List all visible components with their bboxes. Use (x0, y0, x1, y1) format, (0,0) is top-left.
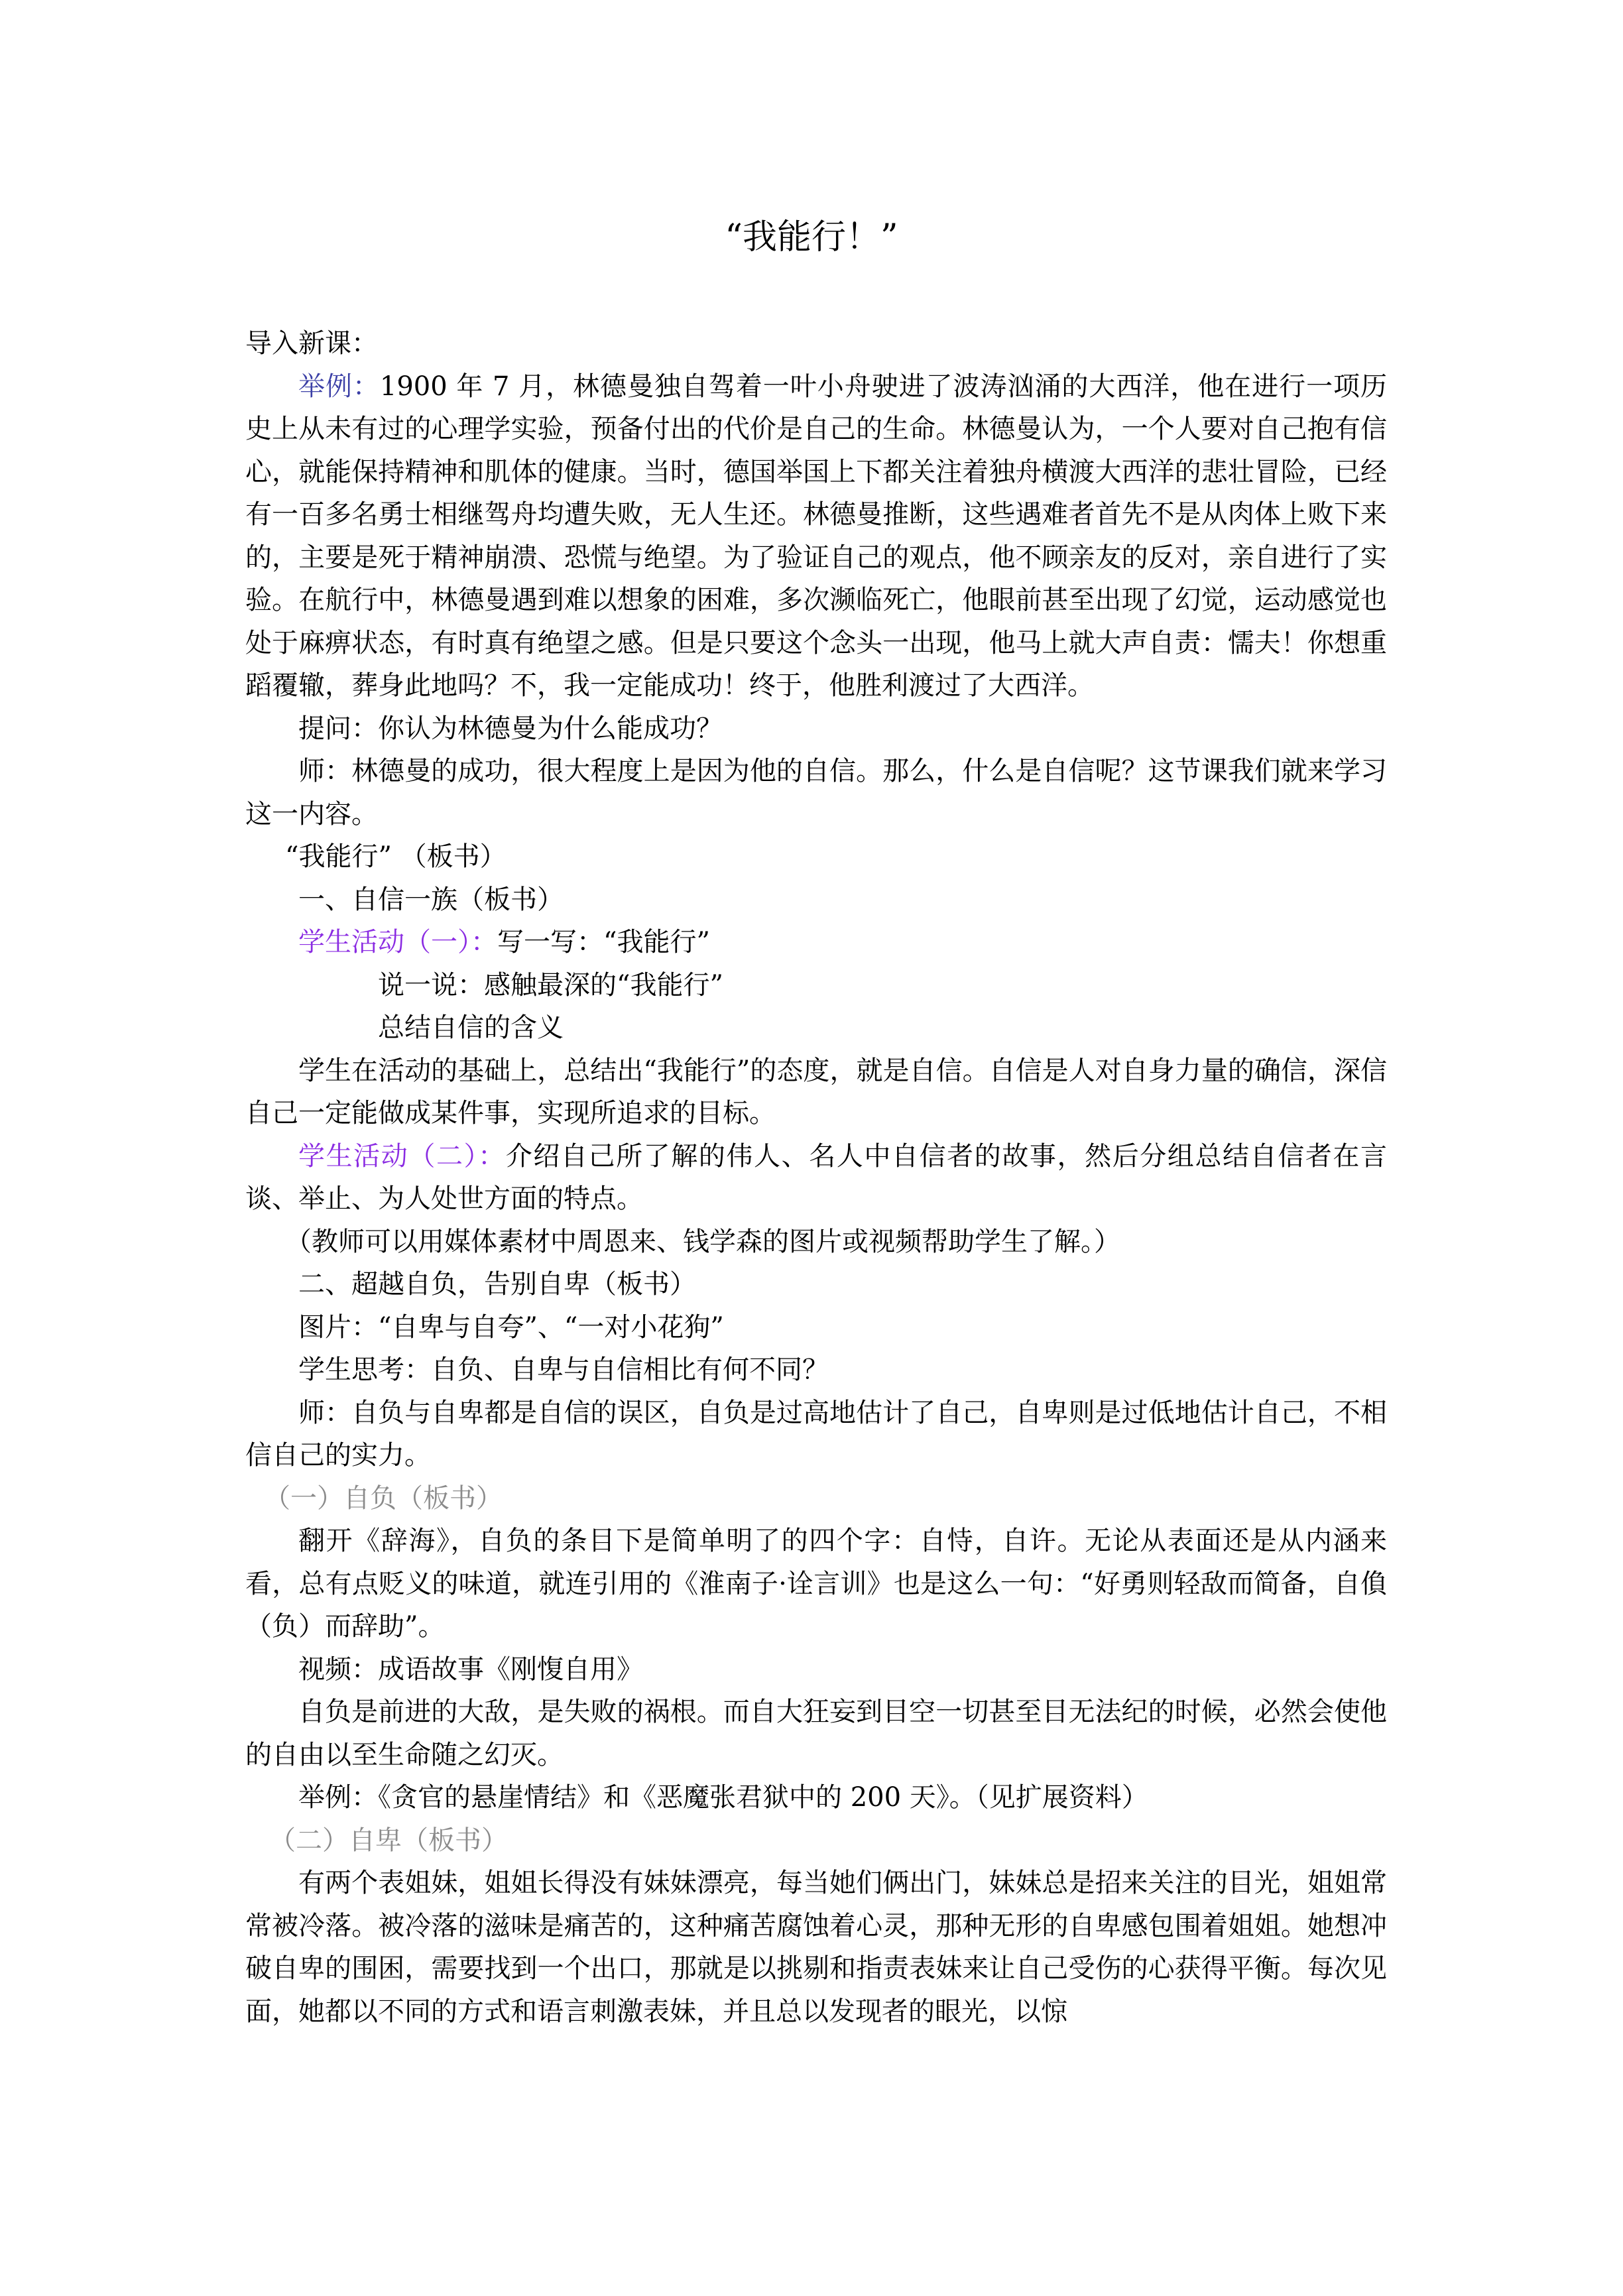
video-line: 视频：成语故事《刚愎自用》 (298, 1654, 643, 1685)
activity-1-label: 学生活动（一）： (298, 927, 497, 957)
pictures-line: 图片：“自卑与自夸”、“一对小花狗” (298, 1311, 724, 1343)
activity-1-line3: 总结自信的含义 (378, 1012, 564, 1043)
activity-2-label: 学生活动（二）： (298, 1140, 506, 1172)
section-heading-1: 一、自信一族（板书） (298, 884, 564, 915)
activity-2 (245, 1135, 1387, 1221)
activity-1 (245, 921, 1387, 964)
example-text: 1900 年 7 月，林德曼独自驾着一叶小舟驶进了波涛汹涌的大西洋，他在进行一项历史上从未有过的心理学实验，预备付出的代价是自己的生命。林德曼认为，一个人要对自己抱有信心，就能保持精神和肌体的健康。当时，德国举国上下都关注着独舟横渡大西洋的悲壮冒险，已经有一百多名勇士相继驾舟均遭失败，无人生还。林德曼推断，这些遇难者首先不是从肉体上败下来的，主要是死于精神崩溃、恐慌与绝望。为了验证自己的观点，他不顾亲友的反对，亲自进行了实验。在航行中，林德曼遇到难以想象的困难，多次濒临死亡，他眼前甚至出现了幻觉，运动感觉也处于麻痹状态，有时真有绝望之感。但是只要这个念头一出现，他马上就大声自责：懦夫！你想重蹈覆辙，葬身此地吗？不，我一定能成功！终于，他胜利渡过了大西洋。 (245, 371, 1387, 701)
document-body (245, 322, 1387, 2033)
section-heading-2: 二、超越自负，告别自卑（板书） (298, 1269, 696, 1299)
teacher-note: （教师可以用媒体素材中周恩来、钱学森的图片或视频帮助学生了解。） (285, 1226, 1120, 1257)
arrogance-paragraph: 自负是前进的大敌，是失败的祸根。而自大狂妄到目空一切甚至目无法纪的时候，必然会使他的自由以至生命随之幻灭。 (245, 1697, 1387, 1770)
intro-heading: 导入新课： (245, 328, 378, 359)
activity-2-text: 介绍自己所了解的伟人、名人中自信者的故事，然后分组总结自信者在言谈、举止、为人处世方面的特点。 (245, 1140, 1387, 1214)
board-title: “我能行” （板书） (285, 841, 507, 872)
page-title: “我能行！” (725, 217, 898, 257)
example-label: 举例： (298, 371, 380, 402)
cousins-paragraph: 有两个表姐妹，姐姐长得没有妹妹漂亮，每当她们俩出门，妹妹总是招来关注的目光，姐姐常常被冷落。被冷落的滋味是痛苦的，这种痛苦腐蚀着心灵，那种无形的自卑感包围着姐姐。她想冲破自卑的围困，需要找到一个出口，那就是以挑剔和指责表妹来让自己受伤的心获得平衡。每次见面，她都以不同的方式和语言刺激表妹，并且总以发现者的眼光，以惊 (245, 1868, 1387, 2027)
subsection-heading-1: （一）自负（板书） (264, 1482, 503, 1514)
subsection-heading-2: （二）自卑（板书） (269, 1825, 508, 1856)
example-line-2: 举例：《贪官的悬崖情结》和《恶魔张君狱中的 200 天》。（见扩展资料） (298, 1782, 1148, 1813)
student-think: 学生思考：自负、自卑与自信相比有何不同？ (298, 1355, 829, 1385)
teacher-paragraph-2: 师：自负与自卑都是自信的误区，自负是过高地估计了自己，自卑则是过低地估计自己，不相信自己的实力。 (245, 1397, 1387, 1471)
cihai-paragraph: 翻开《辞海》，自负的条目下是简单明了的四个字：自恃，自许。无论从表面还是从内涵来看，总有点贬义的味道，就连引用的《淮南子·诠言训》也是这么一句：“好勇则轻敌而简备，自偩（负）而辞助”。 (245, 1526, 1387, 1642)
teacher-paragraph: 师：林德曼的成功，很大程度上是因为他的自信。那么，什么是自信呢？这节课我们就来学习这一内容。 (245, 756, 1387, 829)
example-paragraph (245, 365, 1387, 707)
summary-paragraph: 学生在活动的基础上，总结出“我能行”的态度，就是自信。自信是人对自身力量的确信，深信自己一定能做成某件事，实现所追求的目标。 (245, 1055, 1387, 1128)
activity-1-line1: 写一写：“我能行” (497, 927, 710, 957)
activity-1-line2: 说一说：感触最深的“我能行” (378, 969, 723, 1000)
question-paragraph: 提问：你认为林德曼为什么能成功？ (298, 713, 723, 744)
